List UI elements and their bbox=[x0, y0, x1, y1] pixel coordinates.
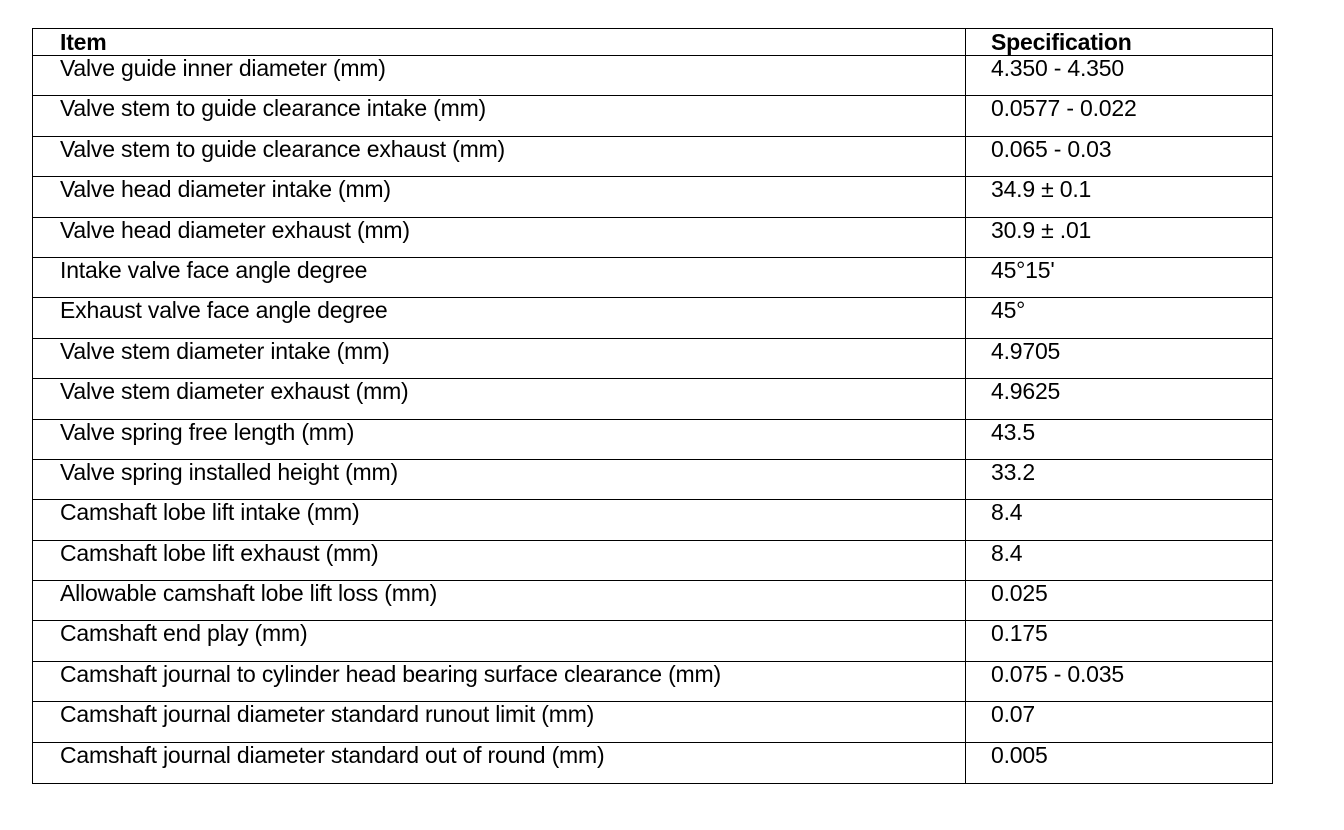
table-row bbox=[33, 217, 1273, 257]
item-cell: Valve spring free length (mm) bbox=[33, 419, 966, 459]
item-cell: Valve stem diameter exhaust (mm) bbox=[33, 379, 966, 419]
spec-cell: 0.065 - 0.03 bbox=[966, 136, 1273, 176]
table-row bbox=[33, 581, 1273, 621]
table-row bbox=[33, 298, 1273, 338]
item-cell: Camshaft journal diameter standard runout limit (mm) bbox=[33, 702, 966, 742]
spec-cell: 0.025 bbox=[966, 581, 1273, 621]
table-header-row bbox=[33, 29, 1273, 56]
spec-cell: 4.350 - 4.350 bbox=[966, 56, 1273, 96]
spec-cell: 0.0577 - 0.022 bbox=[966, 96, 1273, 136]
spec-cell: 45°15' bbox=[966, 257, 1273, 297]
item-cell: Camshaft lobe lift intake (mm) bbox=[33, 500, 966, 540]
spec-cell: 0.075 - 0.035 bbox=[966, 661, 1273, 701]
spec-cell: 0.07 bbox=[966, 702, 1273, 742]
spec-cell: 34.9 ± 0.1 bbox=[966, 177, 1273, 217]
column-header-specification: Specification bbox=[966, 29, 1273, 56]
table-row bbox=[33, 338, 1273, 378]
spec-cell: 43.5 bbox=[966, 419, 1273, 459]
item-cell: Valve guide inner diameter (mm) bbox=[33, 56, 966, 96]
item-cell: Camshaft journal diameter standard out of round (mm) bbox=[33, 742, 966, 783]
table-row bbox=[33, 136, 1273, 176]
column-header-item: Item bbox=[33, 29, 966, 56]
table-row bbox=[33, 702, 1273, 742]
table-row bbox=[33, 621, 1273, 661]
table-row bbox=[33, 379, 1273, 419]
spec-cell: 8.4 bbox=[966, 500, 1273, 540]
table-row bbox=[33, 500, 1273, 540]
item-cell: Valve stem to guide clearance exhaust (mm) bbox=[33, 136, 966, 176]
table-row bbox=[33, 540, 1273, 580]
item-cell: Exhaust valve face angle degree bbox=[33, 298, 966, 338]
item-cell: Camshaft end play (mm) bbox=[33, 621, 966, 661]
table-row bbox=[33, 177, 1273, 217]
item-cell: Intake valve face angle degree bbox=[33, 257, 966, 297]
item-cell: Valve stem to guide clearance intake (mm) bbox=[33, 96, 966, 136]
table-row bbox=[33, 257, 1273, 297]
item-cell: Valve spring installed height (mm) bbox=[33, 459, 966, 499]
table-row bbox=[33, 96, 1273, 136]
table-row bbox=[33, 661, 1273, 701]
spec-cell: 4.9705 bbox=[966, 338, 1273, 378]
spec-cell: 30.9 ± .01 bbox=[966, 217, 1273, 257]
item-cell: Camshaft journal to cylinder head bearing surface clearance (mm) bbox=[33, 661, 966, 701]
spec-cell: 0.175 bbox=[966, 621, 1273, 661]
table-row bbox=[33, 742, 1273, 783]
table-row bbox=[33, 459, 1273, 499]
table-row bbox=[33, 56, 1273, 96]
spec-cell: 8.4 bbox=[966, 540, 1273, 580]
item-cell: Camshaft lobe lift exhaust (mm) bbox=[33, 540, 966, 580]
table-row bbox=[33, 419, 1273, 459]
item-cell: Valve head diameter intake (mm) bbox=[33, 177, 966, 217]
item-cell: Valve head diameter exhaust (mm) bbox=[33, 217, 966, 257]
spec-cell: 45° bbox=[966, 298, 1273, 338]
item-cell: Allowable camshaft lobe lift loss (mm) bbox=[33, 581, 966, 621]
item-cell: Valve stem diameter intake (mm) bbox=[33, 338, 966, 378]
spec-cell: 0.005 bbox=[966, 742, 1273, 783]
spec-cell: 33.2 bbox=[966, 459, 1273, 499]
spec-cell: 4.9625 bbox=[966, 379, 1273, 419]
specification-table bbox=[32, 28, 1273, 784]
